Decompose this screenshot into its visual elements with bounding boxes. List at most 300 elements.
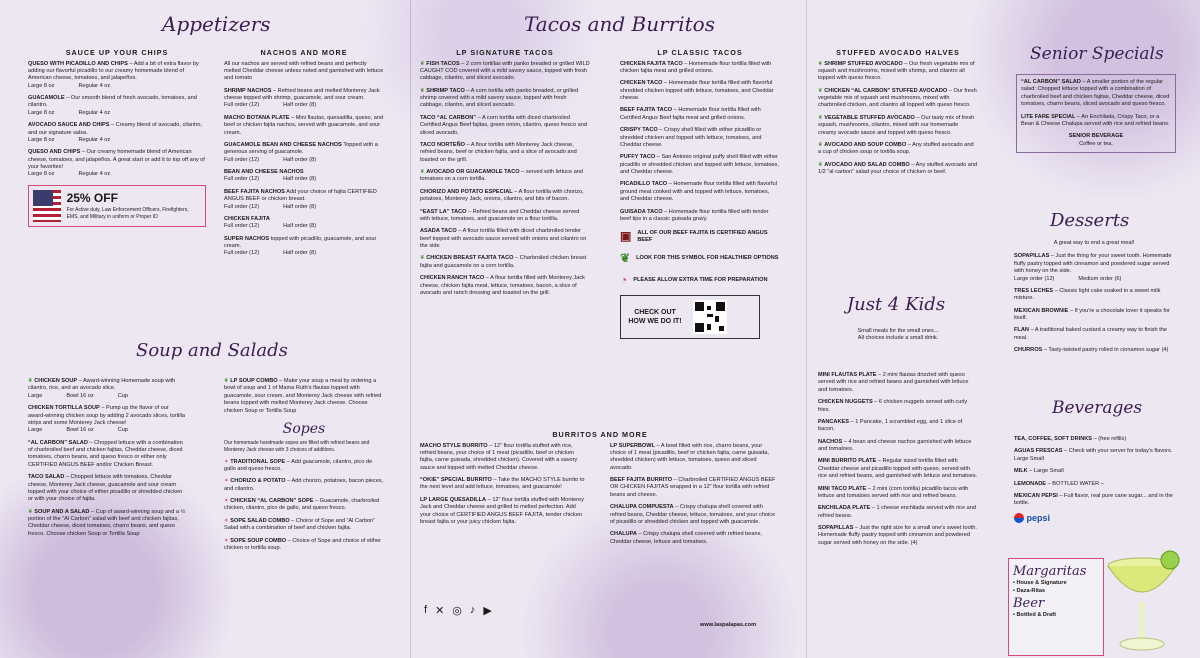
nachos-intro: All our nachos are served with refried beans and perfectly melted Cheddar cheese unless noted and garnished with lettuce and tomato xyxy=(224,60,384,82)
menu-item xyxy=(1014,468,1174,475)
item-name: CHICKEN NUGGETS xyxy=(818,399,873,406)
item-description: – Homemade flour tortilla filled with tender beef tips in a classic guisada gravy. xyxy=(620,208,769,222)
menu-item xyxy=(224,498,384,513)
leaf-icon: ❦ xyxy=(620,251,631,266)
menu-item xyxy=(224,459,384,474)
tacos-burritos-heading: Tacos and Burritos xyxy=(524,12,715,36)
drinks-box: Margaritas • House & Signature • Daza-Ritas Beer • Bottled & Draft xyxy=(1008,558,1104,656)
size-label: Half order (8) xyxy=(283,203,317,210)
legend-text: PLEASE ALLOW EXTRA TIME FOR PREPARATION xyxy=(633,277,768,284)
sopes-list xyxy=(224,459,384,553)
price-row xyxy=(224,102,384,109)
item-description: – Just the thing for your sweet tooth. Homemade fluffy pastry topped with cinnamon and powdered sugar served with honey on the side. xyxy=(1014,253,1172,275)
senior-heading: Senior Specials xyxy=(1030,44,1164,64)
size-label: Large xyxy=(28,427,43,434)
leaf-icon: ❦ xyxy=(818,141,825,148)
menu-item xyxy=(610,477,778,499)
item-description: – A corn tortilla with panko breaded, or grilled shrimp covered with a mild savory sauce, topped with fresh cabbage, cilantro, and sliced avocado. xyxy=(420,87,579,109)
item-description: – An Enchilada, Crispy Taco, or a Bean & Cheese Chalupa served with rice and refried beans. xyxy=(1021,113,1170,127)
pepsi-globe-icon xyxy=(1014,513,1024,523)
item-description: – A flour tortilla with chorizo, potatoes, Monterey Jack, onions, cilantro, and bits of bacon. xyxy=(420,188,584,203)
item-description: – 1 Pancake, 1 scrambled egg, and 1 slice of bacon. xyxy=(818,418,963,433)
item-description: – Mini flautas, quesadilla, queso, and beef or chicken fajita nachos, served with guacamole, and sour cream. xyxy=(224,114,384,136)
menu-item xyxy=(420,443,588,473)
item-name: SHRIMP TACO xyxy=(426,87,465,94)
instagram-icon[interactable]: ◎ xyxy=(452,605,462,617)
menu-item xyxy=(28,95,206,117)
classic-list xyxy=(620,61,780,224)
item-description: – BOTTLED WATER – xyxy=(1046,480,1104,487)
item-description: – 2 mini (corn tortilla) picadillo tacos with lettuce and tomatoes served with rice and refried beans. xyxy=(818,485,969,499)
price-row xyxy=(28,171,206,178)
menu-item xyxy=(420,275,590,297)
item-description: – 2 corn tortillas with panko breaded or grilled WILD CAUGHT COD covered with a mild savory sauce, topped with fresh cabbage, cilantro, and sliced avocado. xyxy=(420,60,590,82)
item-description: – 2 mini flautas drizzled with queso served with rice and refried beans and garnished with lettuce and tomatoes. xyxy=(818,372,969,393)
item-description: – Homemade flour tortilla filled with Certified Angus Beef fajita meat and grilled onions. xyxy=(620,107,761,121)
item-description: – Guacamole, charbroiled chicken, cilantro, pico de gallo, and queso fresco. xyxy=(224,498,380,512)
size-label: Large xyxy=(28,392,43,399)
kids-list xyxy=(818,372,978,552)
item-name: TRES LECHES xyxy=(1014,287,1054,294)
item-name: FLAN xyxy=(1014,327,1029,334)
item-name: AGUAS FRESCAS xyxy=(1014,448,1063,455)
item-description: – San Antonio original puffy shell filled with either picadillo or shredded chicken and topped with lettuce, tomatoes, and Cheddar cheese. xyxy=(620,154,779,175)
item-description: – Charbroiled CERTIFIED ANGUS BEEF OR CHICKEN FAJITAS wrapped in a 12” flour tortilla with refried beans and cheese. xyxy=(610,477,776,498)
leaf-icon: ❦ xyxy=(28,508,35,515)
nachos-list xyxy=(224,88,384,258)
avocado-list xyxy=(818,61,978,177)
page-fold xyxy=(410,0,411,658)
leaf-icon: ❦ xyxy=(224,378,229,384)
signature-title: LP SIGNATURE TACOS xyxy=(456,48,554,57)
item-description: – served with lettuce and tomatoes on a corn tortilla. xyxy=(420,169,584,183)
item-name: VEGETABLE STUFFED AVOCADO xyxy=(824,114,915,121)
item-name: CHORIZO & POTATO xyxy=(230,478,286,485)
item-name: NACHOS xyxy=(818,438,843,445)
menu-item xyxy=(420,255,590,270)
item-name: LP SUPERBOWL xyxy=(610,442,655,449)
beverages-heading: Beverages xyxy=(1052,398,1143,418)
item-description: – Add guacamole, cilantro, pico de gallo and queso fresco. xyxy=(224,458,373,472)
price-row xyxy=(224,204,384,211)
price-row xyxy=(28,393,186,400)
item-name: TEA, COFFEE, SOFT DRINKS xyxy=(1014,436,1093,442)
size-label: Full order (12) xyxy=(224,102,260,109)
item-description: – Classic light cake soaked in a sweet milk mixture. xyxy=(1014,287,1161,302)
item-description: – Chopped lettuce with tomatoes, Cheddar cheese, Monterey Jack cheese, guacamole and sour cream topped with your choice of either picadillo or shredded chicken or with your choice of fajita. xyxy=(28,474,183,503)
kids-intro: Small meals for the small ones... All choices include a small drink. xyxy=(857,328,939,342)
item-name: CHICKEN “AL CARBON” STUFFED AVOCADO xyxy=(824,87,948,94)
item-name: ASADA TACO xyxy=(420,228,457,235)
size-label: Cup xyxy=(117,427,128,434)
bullet-icon: ✦ xyxy=(224,537,231,544)
item-description: – Check with your server for today's flavors. Large Small xyxy=(1014,448,1173,462)
leaf-icon: ❦ xyxy=(28,378,35,384)
menu-item xyxy=(420,169,590,184)
margaritas-heading: Margaritas xyxy=(1013,564,1087,579)
menu-item xyxy=(620,80,780,102)
menu-item xyxy=(224,142,384,164)
leaf-icon: ❦ xyxy=(818,87,825,94)
price-row xyxy=(28,83,206,90)
size-label: Half order (8) xyxy=(283,176,317,183)
twitter-icon[interactable]: ✕ xyxy=(435,605,445,617)
item-description: – Refried beans and melted Monterey Jack cheese topped with shrimp, guacamole, and sour cream. xyxy=(224,87,380,101)
menu-item xyxy=(420,209,590,224)
item-name: MACHO STYLE BURRITO xyxy=(420,442,488,449)
menu-item xyxy=(818,505,978,520)
menu-item xyxy=(420,142,590,164)
leaf-icon: ❦ xyxy=(818,161,825,168)
item-description: topped with picadillo, guacamole, and sour cream. xyxy=(224,235,377,249)
item-name: PICADILLO TACO xyxy=(620,181,668,188)
bullet-icon: ✦ xyxy=(224,498,231,505)
desserts-section xyxy=(1014,240,1174,360)
menu-item xyxy=(224,115,384,137)
menu-item xyxy=(1014,327,1174,342)
menu-item xyxy=(1014,253,1174,283)
item-description: – Crispy chalupa shell covered with refried beans, Cheddar cheese, lettuce, tomatoes, and your choice of picadillo or shredded chicken and topped with guacamole. xyxy=(610,504,776,525)
burritos-section xyxy=(420,430,780,551)
item-name: SUPER NACHOS xyxy=(224,235,270,242)
item-description: – Add chorizo, potatoes, bacon pieces, and cilantro. xyxy=(224,478,384,492)
item-name: AVOCADO SAUCE AND CHIPS xyxy=(28,122,110,129)
price-row xyxy=(1014,276,1174,283)
item-name: SHRIMP NACHOS xyxy=(224,87,272,94)
avocado-section xyxy=(818,48,978,181)
menu-item xyxy=(224,169,384,184)
item-description: – Regular sized tortilla filled with Cheddar cheese and picadillo topped with queso, served with rice and refried beans, and garnished with lettuce and tomatoes. xyxy=(818,458,978,480)
item-description: – Award-winning Homemade soup with cilantro, rice, and an avocado slice. xyxy=(28,378,176,392)
size-label: Bowl 16 oz xyxy=(66,427,94,434)
item-description: – A flour tortilla with Monterey Jack cheese, refried beans, beef or chicken fajita, and a slice of avocado and toasted on the grill. xyxy=(420,141,577,163)
legend-text: ALL OF OUR BEEF FAJITA IS CERTIFIED ANGUS BEEF xyxy=(637,229,768,244)
menu-item xyxy=(1014,308,1174,323)
menu-item xyxy=(620,107,780,122)
senior-list xyxy=(1021,79,1171,128)
menu-item xyxy=(818,88,978,110)
item-name: TRADITIONAL SOPE xyxy=(230,458,286,465)
item-description: Add your choice of fajita CERTIFIED ANGUS BEEF or chicken breast. xyxy=(224,188,377,203)
item-name: MACHO BOTANA PLATE xyxy=(224,114,290,121)
qr-box xyxy=(620,295,760,339)
item-name: GUACAMOLE BEAN AND CHEESE NACHOS xyxy=(224,141,342,148)
price-row xyxy=(224,176,384,183)
item-name: GUACAMOLE xyxy=(28,95,65,101)
menu-item xyxy=(620,181,780,203)
item-name: MEXICAN PEPSI xyxy=(1014,492,1058,499)
item-name: “AL CARBON” SALAD xyxy=(1021,79,1081,85)
item-name: LITE FARE SPECIAL xyxy=(1021,113,1076,120)
item-name: PANCAKES xyxy=(818,418,849,425)
menu-item xyxy=(620,127,780,149)
item-description: – Our fresh vegetable mix of squash and mushrooms, mixed with shrimp, and cilantro all topped with queso fresco. xyxy=(818,60,975,82)
soup-salads-heading: Soup and Salads xyxy=(136,340,288,361)
item-name: ENCHILADA PLATE xyxy=(818,505,871,512)
menu-item xyxy=(420,115,590,137)
leaf-icon: ❦ xyxy=(818,60,825,67)
us-flag-icon xyxy=(33,190,61,222)
size-label: Regular 4 oz xyxy=(78,109,111,116)
chips-title: SAUCE UP YOUR CHIPS xyxy=(65,48,169,57)
item-name: CHICKEN TACO xyxy=(620,80,663,87)
menu-item xyxy=(1014,288,1174,303)
menu-item xyxy=(610,443,778,473)
item-name: MINI FLAUTAS PLATE xyxy=(818,372,877,378)
nachos-title: NACHOS AND MORE xyxy=(260,48,348,57)
item-description: – A flour tortilla filled with Monterey Jack cheese, chicken fajita meat, lettuce, tomatoes, bacon, a slice of avocado and ranch dressing and toasted on the grill. xyxy=(420,275,585,296)
item-description: – Add a bit of extra flavor by adding our flavorful picadillo to our creamy homemade blend of American cheese, tomatoes, and jalapeños. xyxy=(28,60,199,82)
item-name: CHICKEN TORTILLA SOUP xyxy=(28,405,100,412)
menu-item xyxy=(818,439,978,454)
leaf-icon: ❦ xyxy=(420,169,427,175)
item-name: BEEF FAJITA BURRITO xyxy=(610,477,673,483)
menu-item xyxy=(28,405,186,435)
item-description: – A flour tortilla filled with diced charbroiled tender beef topped with avocado sauce served with onions and cilantro on the side xyxy=(420,228,587,249)
size-label: Half order (8) xyxy=(283,102,317,109)
item-name: TACO “AL CARBON” xyxy=(420,114,477,121)
item-description: – Just the right size for a small one's sweet tooth. Homemade fluffy pastry topped with cinnamon and powdered sugar served with honey on the side. (4) xyxy=(818,525,977,546)
menu-item xyxy=(818,61,978,83)
item-name: CHICKEN “AL CARBON” SOPE xyxy=(230,498,314,505)
qr-code-icon[interactable] xyxy=(693,300,727,334)
item-description: – A bowl filled with rice, charro beans, your choice of 1 meat (picadillo, beef or chicken fajita, carne guisada, shredded chicken) with lettuce, tomatoes, queso and sliced avocado. xyxy=(610,442,769,471)
item-name: SOPAPILLAS xyxy=(818,525,854,531)
item-name: “OKIE” SPECIAL BURRITO xyxy=(420,477,492,483)
size-label: Large 8 oz xyxy=(28,109,55,116)
bullet-icon: ✦ xyxy=(224,458,231,465)
size-label: Large 8 oz xyxy=(28,82,55,89)
menu-item xyxy=(28,378,186,400)
item-name: GUISADA TACO xyxy=(620,208,663,215)
item-name: AVOCADO AND SALAD COMBO xyxy=(824,161,910,168)
menu-item xyxy=(420,189,590,204)
menu-item xyxy=(1014,436,1174,443)
menu-item xyxy=(420,497,588,527)
margarita-glass-icon xyxy=(1102,548,1182,654)
burritos-title: BURRITOS AND MORE xyxy=(552,430,648,439)
desserts-intro: A great way to end a great meal! xyxy=(1053,240,1135,246)
menu-item xyxy=(1021,79,1171,109)
menu-item xyxy=(818,525,978,547)
item-name: BEEF FAJITA TACO xyxy=(620,107,673,114)
item-description: – 12” flour tortilla stuffed with rice, refried beans, your choice of 1 meat (picadillo, beef or chicken fajita, carne guisada, shredded chicken). Covered with a savory sauce and topped with melted Cheddar cheese. xyxy=(420,442,578,471)
menu-item xyxy=(818,458,978,480)
item-description: – Any stuffed avocado and a cup of chicken soup or tortilla soup. xyxy=(818,141,974,156)
item-name: BEAN AND CHEESE NACHOS xyxy=(224,169,304,175)
angus-beef-icon: ▣ xyxy=(620,229,632,244)
menu-item xyxy=(818,162,978,177)
size-label: Bowl 16 oz xyxy=(66,392,94,399)
appetizers-heading: Appetizers xyxy=(162,12,271,36)
senior-beverage: SENIOR BEVERAGE xyxy=(1068,133,1124,140)
item-description: – Cup of award-winning soup and a ½ portion of the “Al Carbon” salad with beef and chicken fajitas, Cheddar cheese, diced tomatoes, charro beans, and queso fresco. Choose chicken Soup or Tortilla Soup xyxy=(28,508,186,537)
size-label: Regular 4 oz xyxy=(78,171,111,178)
menu-item xyxy=(224,538,384,553)
leaf-icon: ❦ xyxy=(420,255,427,262)
soup-combo-section xyxy=(224,378,384,557)
nachos-section xyxy=(224,48,384,263)
item-name: “EAST LA” TACO xyxy=(420,208,467,215)
bullet-icon: ✦ xyxy=(224,517,231,524)
sopes-intro: Our homemade handmade sopes are filled with refried beans and Monterey Jack cheese with 3 choices of additions. xyxy=(224,440,370,453)
item-name: CHICKEN SOUP xyxy=(34,378,78,384)
size-label: Regular 4 oz xyxy=(78,82,111,89)
item-description: – Homemade flour tortilla filled with flavorful ground meat cooked with and topped with lettuce, tomatoes, and Cheddar cheese. xyxy=(620,181,777,203)
menu-item xyxy=(28,474,186,504)
size-label: Full order (12) xyxy=(224,203,260,210)
menu-item xyxy=(818,115,978,137)
website-link[interactable]: www.laspalapas.com xyxy=(700,622,757,628)
price-row xyxy=(224,250,384,257)
classic-section xyxy=(620,48,780,339)
legend-item xyxy=(620,251,780,267)
menu-item xyxy=(224,518,384,533)
menu-item xyxy=(620,61,780,76)
legend-item xyxy=(620,273,780,289)
menu-item xyxy=(1014,493,1174,508)
clock-icon: ◔ xyxy=(620,272,628,287)
item-description: – Large Small xyxy=(1027,468,1064,475)
item-name: LEMONADE xyxy=(1014,480,1047,487)
size-label: Medium order (6) xyxy=(1078,275,1122,282)
senior-beverage-desc: Coffee or tea. xyxy=(1079,140,1113,147)
tiktok-icon[interactable]: ♪ xyxy=(469,604,476,616)
size-label: Half order (8) xyxy=(283,223,317,230)
item-description: – Our fresh vegetable mix of squash and mushrooms, mixed with charbroiled chicken, and cilantro all topped with queso fresco. xyxy=(818,87,977,109)
menu-item xyxy=(1014,347,1174,354)
menu-item xyxy=(420,88,590,110)
item-description: – A traditional baked custard a creamy way to finish the meal. xyxy=(1014,327,1167,341)
menu-item xyxy=(620,209,780,224)
item-description: – Crispy chalupa shell covered with refried beans, Cheddar cheese, lettuce and tomatoes. xyxy=(610,531,762,545)
burritos-right-list xyxy=(610,443,778,552)
item-name: MINI BURRITO PLATE xyxy=(818,458,877,465)
page-fold xyxy=(806,0,807,658)
item-description: – Choice of Sope and choice of either chicken or tortilla soup. xyxy=(224,537,381,551)
item-name: SHRIMP STUFFED AVOCADO xyxy=(824,60,903,67)
item-description: – Our creamy homemade blend of American cheese, tomatoes, and jalapeños. A great start or add it to top off any of your favorites! xyxy=(28,149,205,170)
beer-heading: Beer xyxy=(1013,595,1045,611)
menu-item xyxy=(818,419,978,434)
size-label: Cup xyxy=(117,392,128,399)
size-label: Half order (8) xyxy=(283,156,317,163)
item-name: TACO NORTEÑO xyxy=(420,141,465,148)
soup-combo: ❦ LP SOUP COMBO – Make your soup a meal by ordering a bowl of soup and 1 of Mama Ruth's flautas topped with guacamole, sour cream, and Monterey Jack cheese with refried beans topped with melted Monterey Jack cheese. Choose chicken Soup or Tortilla Soup xyxy=(224,378,382,414)
item-name: CHORIZO AND POTATO ESPECIAL xyxy=(420,188,513,195)
item-name: AVOCADO OR GUACAMOLE TACO xyxy=(426,169,520,175)
item-description: – 12” flour tortilla stuffed with Monterey Jack and Cheddar cheese and grilled to melted perfection. Add your choice of CERTIFIED ANGUS BEEF FAJITA, tender chicken breast fajita or your juicy chicken fajita. xyxy=(420,496,584,525)
size-label: Large order (12) xyxy=(1014,275,1055,282)
item-description: – Full flavor, real pure cane sugar... and in the bottle. xyxy=(1014,492,1173,507)
item-name: CHALUPA xyxy=(610,531,637,538)
avocado-title: STUFFED AVOCADO HALVES xyxy=(836,48,960,57)
sopes-heading: Sopes xyxy=(282,420,326,437)
size-label: Half order (8) xyxy=(283,250,317,257)
item-description: – 4 bean and cheese nachos garnished with lettuce and tomatoes. xyxy=(818,438,972,452)
item-description: Topped with a generous serving of guacamole. xyxy=(224,141,378,156)
price-row xyxy=(28,137,206,144)
item-description: – Creamy blend of avocado, cilantro, and our signature salsa. xyxy=(28,122,203,136)
menu-item xyxy=(28,149,206,179)
soup-salad-list xyxy=(28,378,186,543)
menu-item xyxy=(28,440,186,470)
facebook-icon[interactable]: f xyxy=(424,604,428,616)
pepsi-logo: pepsi xyxy=(1014,513,1174,525)
size-label: Full order (12) xyxy=(224,156,260,163)
size-label: Large 8 oz xyxy=(28,171,55,178)
item-name: CHICKEN RANCH TACO xyxy=(420,275,485,282)
item-description: – Chopped lettuce with a combination of charbroiled beef and chicken fajitas, Cheddar cheese, diced tomatoes, charro beans, and queso fresco or either only CERTIFIED ANGUS BEEF and/or Chicken Breast. xyxy=(28,439,183,468)
discount-amount: 25% OFF xyxy=(66,191,118,206)
item-name: QUESO AND CHIPS xyxy=(28,149,81,156)
military-discount-box xyxy=(28,185,206,227)
item-description: – If you're a chocolate lover it speaks for itself. xyxy=(1014,307,1170,321)
item-description: – Homemade flour tortilla filled with chicken fajita meat and grilled onions. xyxy=(620,60,772,74)
item-description: – (free refills) xyxy=(1092,436,1127,442)
signature-section xyxy=(420,48,590,302)
beverages-section xyxy=(1014,436,1174,525)
leaf-icon: ❦ xyxy=(420,60,427,67)
item-name: CHALUPA COMPUESTA xyxy=(610,504,674,511)
menu-item xyxy=(1014,448,1174,463)
bullet-icon: ✦ xyxy=(224,478,231,485)
item-description: – 6 chicken nuggets served with curly fries. xyxy=(818,399,968,413)
menu-item xyxy=(818,399,978,414)
item-description: – A corn tortilla with diced charbroiled Certified Angus Beef fajitas, green onion, cilantro, queso fresco and sliced avocado. xyxy=(420,114,587,136)
item-description: – Choice of Sope and “Al Carbon” Salad with a combination of beef and chicken fajita. xyxy=(224,517,376,532)
item-description: – 1 cheese enchilada served with rice and refried beans. xyxy=(818,505,976,519)
item-description: – Our tasty mix of fresh squash, mushrooms, cilantro, mixed with our homemade creamy avocado sauce and topped with queso fresco. xyxy=(818,114,975,136)
item-description: – Charbroiled chicken breast fajita and guacamole on a corn tortilla. xyxy=(420,255,587,269)
item-name: LP LARGE QUESADILLA xyxy=(420,496,487,503)
item-name: SOPE SALAD COMBO xyxy=(230,517,290,524)
kids-heading: Just 4 Kids xyxy=(846,294,946,315)
item-name: TACO SALAD xyxy=(28,474,65,481)
desserts-heading: Desserts xyxy=(1050,210,1130,231)
item-description: – Tasty-twisted pastry rolled in cinnamon sugar (4) xyxy=(1042,347,1169,354)
menu-item xyxy=(1021,114,1171,129)
menu-item xyxy=(28,61,206,91)
menu-item xyxy=(818,142,978,157)
size-label: Large 8 oz xyxy=(28,136,55,143)
menu-item xyxy=(818,372,978,394)
qr-caption: CHECK OUT HOW WE DO IT! xyxy=(628,308,682,325)
youtube-icon[interactable]: ▶ xyxy=(483,605,492,617)
item-name: CHICKEN FAJITA xyxy=(224,215,270,222)
desserts-list xyxy=(1014,253,1174,354)
menu-item xyxy=(28,509,186,539)
menu-item xyxy=(224,236,384,258)
price-row xyxy=(28,427,186,434)
price-row xyxy=(224,223,384,230)
menu-item xyxy=(224,189,384,211)
burritos-left-list xyxy=(420,443,588,552)
menu-item xyxy=(610,531,778,546)
chips-list xyxy=(28,61,206,179)
menu-item xyxy=(420,477,588,492)
item-name: FISH TACOS xyxy=(426,60,460,67)
symbol-legend xyxy=(620,229,780,288)
menu-item xyxy=(420,228,590,250)
classic-title: LP CLASSIC TACOS xyxy=(657,48,743,57)
item-description: – Our smooth blend of fresh avocado, tomatoes, and cilantro. xyxy=(28,95,197,109)
item-description: – Take the MACHO STYLE burrito to the next level and add lettuce, tomatoes, and guacamole! xyxy=(420,477,585,491)
item-name: SOPE SOUP COMBO xyxy=(230,537,287,544)
menu-item xyxy=(610,504,778,526)
item-name: SOPAPILLAS xyxy=(1014,253,1050,260)
senior-box xyxy=(1016,74,1176,153)
